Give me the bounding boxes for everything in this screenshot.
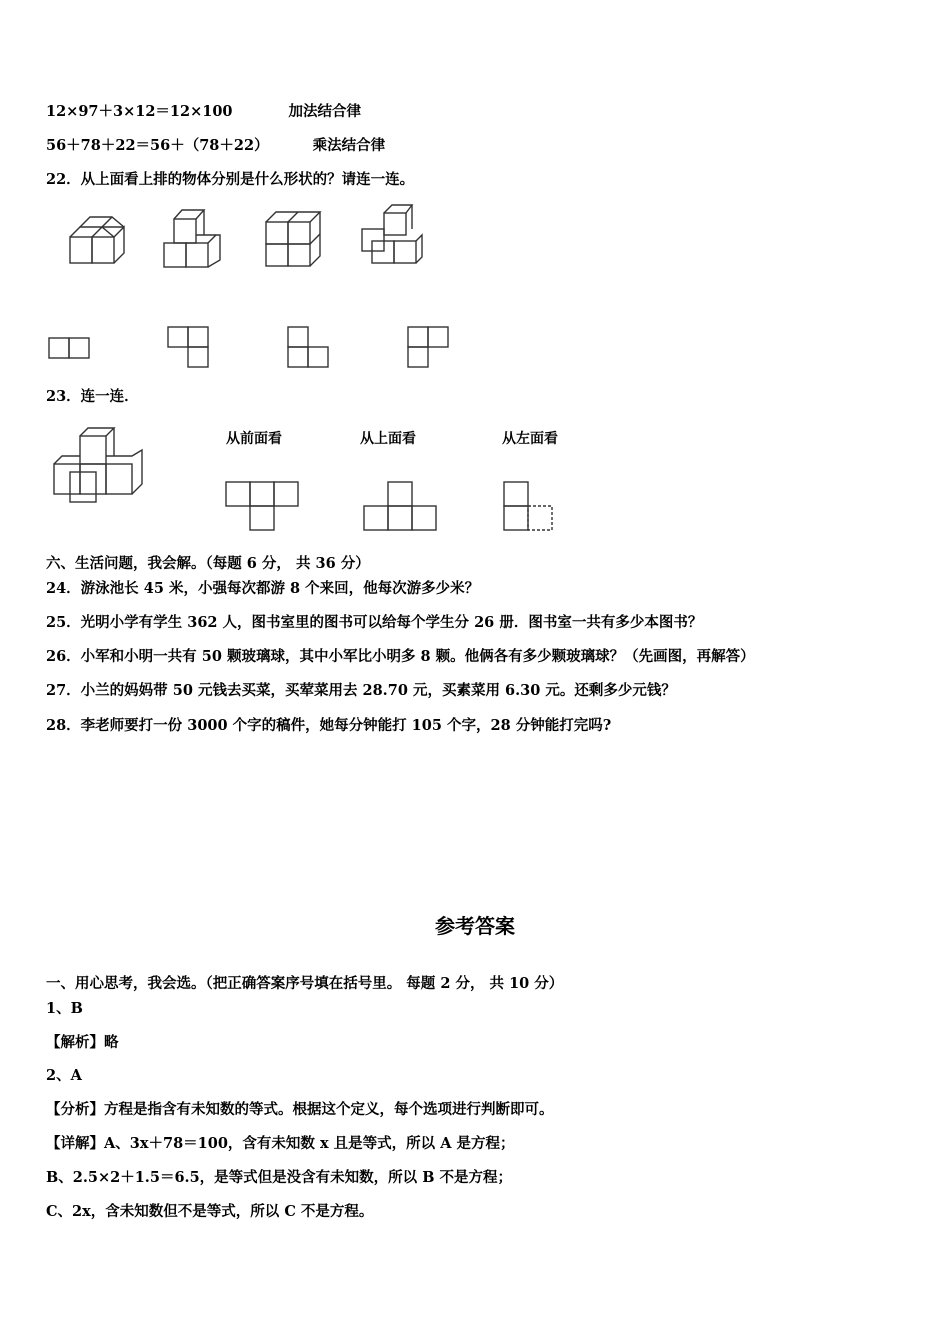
answers-title: 参考答案 <box>435 914 515 938</box>
cube-solid-figure <box>50 426 150 508</box>
question-24: 24．游泳池长 45 米，小强每次都游 8 个来回，他每次游多少米？ <box>46 580 480 597</box>
question-27: 27．小兰的妈妈带 50 元钱去买菜，买荤菜用去 28.70 元，买素菜用 6.30 元。还剩多少元钱？ <box>46 682 676 699</box>
question-28: 28．李老师要打一份 3000 个字的稿件，她每分钟能打 105 个字，28 分钟能打完吗? <box>46 717 612 734</box>
equation-line-2 <box>46 136 385 156</box>
top-view-option-4 <box>406 326 452 374</box>
law-1: 加法结合律 <box>288 103 362 120</box>
cube-figure-4 <box>360 203 424 271</box>
question-25: 25．光明小学有学生 362 人，图书室里的图书可以给每个学生分 26 册．图书室一共有多少本图书？ <box>46 614 703 631</box>
view-label-front: 从前面看 <box>226 431 282 447</box>
answer-1-analysis: 【解析】略 <box>46 1034 119 1051</box>
answer-2-analysis: 【分析】方程是指含有未知数的等式。根据这个定义，每个选项进行判断即可。 <box>46 1101 554 1118</box>
cube-figure-3 <box>264 210 324 272</box>
equation-2: 56＋78＋22＝56＋（78＋22） <box>46 137 269 154</box>
top-view-option-2 <box>166 326 212 374</box>
law-2: 乘法结合律 <box>312 137 386 154</box>
cube-figure-1 <box>68 205 128 271</box>
question-26: 26．小军和小明一共有 50 颗玻璃球，其中小军比小明多 8 颗。他俩各有多少颗玻璃球？（先画图，再解答） <box>46 648 755 665</box>
view-label-left: 从左面看 <box>502 431 558 447</box>
answer-2: 2、A <box>46 1067 82 1084</box>
answer-2-detail-c: C、2x，含未知数但不是等式，所以 C 不是方程。 <box>46 1203 374 1220</box>
answer-2-detail-a: 【详解】A、3x＋78＝100，含有未知数 x 且是等式，所以 A 是方程； <box>46 1135 515 1152</box>
equation-1: 12×97＋3×12＝12×100 <box>46 103 233 120</box>
top-view-option-1 <box>48 336 92 364</box>
question-23: 23．连一连． <box>46 388 139 405</box>
equation-line-1 <box>46 102 361 122</box>
left-view-shape <box>502 480 558 538</box>
question-22: 22．从上面看上排的物体分别是什么形状的？请连一连。 <box>46 171 415 188</box>
top-view-shape <box>362 480 442 538</box>
answer-2-detail-b: B、2.5×2＋1.5＝6.5，是等式但是没含有未知数，所以 B 不是方程； <box>46 1169 513 1186</box>
cube-figure-2 <box>162 205 226 275</box>
front-view-shape <box>224 480 304 538</box>
section-6-heading: 六、生活问题，我会解。（每题 6 分， 共 36 分） <box>46 555 370 572</box>
view-label-top: 从上面看 <box>360 431 416 447</box>
answers-section-1: 一、用心思考，我会选。（把正确答案序号填在括号里。 每题 2 分， 共 10 分） <box>46 975 564 992</box>
top-view-option-3 <box>286 326 332 374</box>
answer-1: 1、B <box>46 1000 83 1017</box>
